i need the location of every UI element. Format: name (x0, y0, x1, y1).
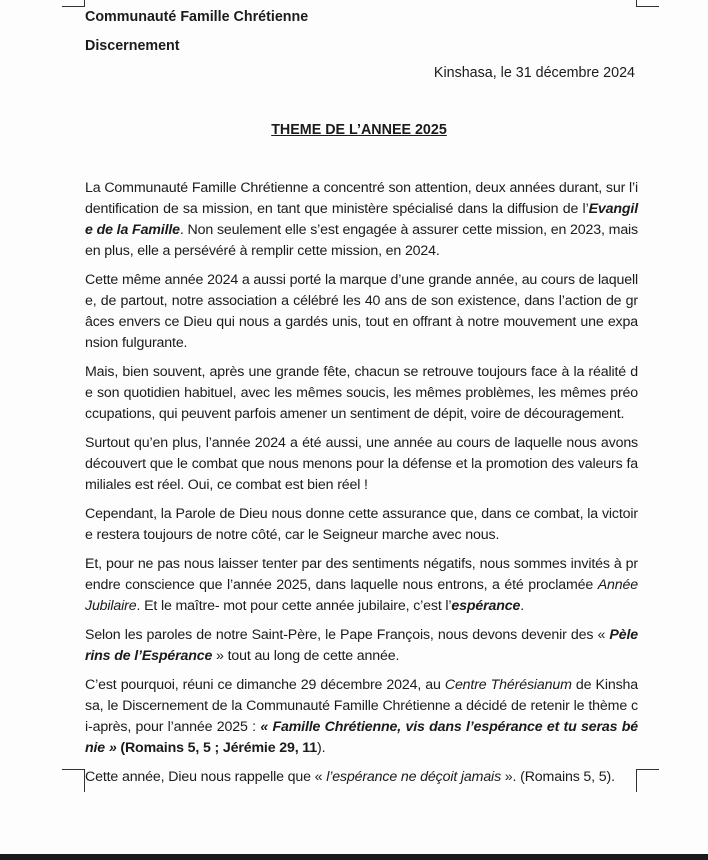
paragraph-text: C’est pourquoi, réuni ce dimanche 29 décembre 2024, au (85, 677, 445, 693)
dateline: Kinshasa, le 31 décembre 2024 (433, 65, 635, 81)
paragraph-text: La Communauté Famille Chrétienne a concentré son attention, deux années durant, sur l’identification de sa mission, en tant que ministère spécialisé dans la diffusion de l’ (85, 180, 638, 217)
department-name: Discernement (85, 38, 180, 54)
crop-mark-bottom-right (636, 769, 659, 792)
body-paragraph (85, 504, 638, 546)
emphasized-text: (Romains 5, 5 ; Jérémie 29, 11 (120, 740, 317, 756)
paragraph-text: ». (Romains 5, 5). (501, 769, 615, 785)
body-paragraph (85, 270, 638, 354)
body-paragraph (85, 362, 638, 425)
body-paragraph (85, 178, 638, 262)
paragraph-text: . (520, 598, 525, 614)
paragraph-text: de Kinshasa, le Discernement de la Communauté Famille Chrétienne a décidé de retenir le thème ci-après, pour l’année 2025 : (85, 677, 638, 735)
emphasized-text: Année Jubilaire (85, 577, 638, 614)
paragraph-text: Cette année, Dieu nous rappelle que « (85, 769, 327, 785)
paragraph-text: Surtout qu’en plus, l’année 2024 a été aussi, une année au cours de laquelle nous avons découvert que le combat que nous menons pour la défense et la promotion des valeurs familiales est réel. Oui, ce combat est bien réel ! (85, 435, 638, 493)
emphasized-text: Evangile de la Famille (85, 201, 638, 238)
body-paragraph (85, 554, 638, 617)
bottom-edge-bar (0, 854, 708, 860)
paragraph-text: Selon les paroles de notre Saint-Père, le Pape François, nous devons devenir des « (85, 627, 610, 643)
paragraph-text: Et, pour ne pas nous laisser tenter par des sentiments négatifs, nous sommes invités à prendre conscience que l’année 2025, dans laquelle nous entrons, a été proclamée (85, 556, 638, 593)
body-paragraph (85, 433, 638, 496)
emphasized-text: espérance (451, 598, 521, 614)
paragraph-text: » tout au long de cette année. (212, 648, 400, 664)
paragraph-text: . Non seulement elle s’est engagée à assurer cette mission, en 2023, mais en plus, elle a persévéré à remplir cette mission, en 2024. (85, 222, 639, 259)
crop-mark-bottom-left (62, 769, 85, 792)
paragraph-text: Mais, bien souvent, après une grande fête, chacun se retrouve toujours face à la réalité de son quotidien habituel, avec les mêmes soucis, les mêmes problèmes, les mêmes préoccupations, qui peuvent parfois amener un sentiment de dépit, voire de découragement. (85, 364, 638, 422)
crop-mark-top-right (636, 0, 659, 7)
body-paragraph (85, 625, 638, 667)
document-title: THEME DE L’ANNEE 2025 (271, 122, 447, 138)
organization-name: Communauté Famille Chrétienne (85, 9, 309, 25)
emphasized-text: Pèlerins de l’Espérance (85, 627, 638, 664)
crop-mark-top-left (62, 0, 85, 7)
paragraph-text: ). (317, 740, 326, 756)
body-paragraph (85, 767, 638, 788)
document-title-row (0, 122, 708, 138)
emphasized-text: Centre Thérésianum (444, 677, 572, 693)
paragraph-text: Cette même année 2024 a aussi porté la marque d’une grande année, au cours de laquelle, de partout, notre association a célébré les 40 ans de son existence, dans l’action de grâces envers ce Dieu qui nous a gardés unis, tout en offrant à notre mouvement une expansion fulgurante. (85, 272, 638, 351)
emphasized-text: l’espérance ne déçoit jamais (326, 769, 502, 785)
body-paragraph (85, 675, 638, 759)
paragraph-text: Cependant, la Parole de Dieu nous donne cette assurance que, dans ce combat, la victoire restera toujours de notre côté, car le Seigneur marche avec nous. (85, 506, 638, 543)
paragraph-text: . Et le maître- mot pour cette année jubilaire, c’est l’ (136, 598, 452, 614)
emphasized-text: « Famille Chrétienne, vis dans l’espérance et tu seras bénie » (85, 719, 638, 756)
document-body (85, 178, 638, 796)
